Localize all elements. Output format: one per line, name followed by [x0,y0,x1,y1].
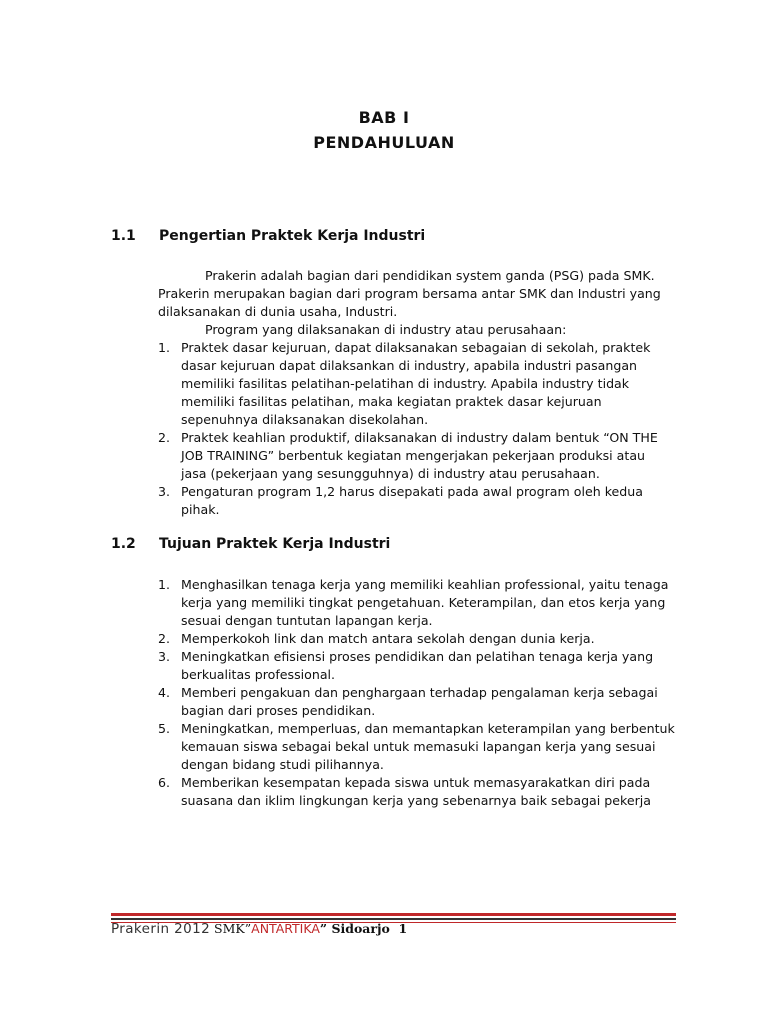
page-number: 1 [398,921,408,936]
paragraph-line: Prakerin merupakan bagian dari program bersama antar SMK dan Industri yang [158,286,661,301]
list-line: Menghasilkan tenaga kerja yang memiliki keahlian professional, yaitu tenaga [181,577,669,592]
list-line: kemauan siswa sebagai bekal untuk memasuki lapangan kerja yang sesuai [181,739,656,754]
list-line: suasana dan iklim lingkungan kerja yang sebenarnya baik sebagai pekerja [181,793,652,808]
list-line: dasar kejuruan dapat dilaksankan di industry, apabila industri pasangan [181,358,638,373]
footer-prefix: Prakerin 2012 [111,921,211,937]
list-line: kerja yang memiliki tingkat pengetahuan. Keterampilan, dan etos kerja yang [181,595,666,610]
list-line: sesuai dengan tuntutan lapangan kerja. [181,613,433,628]
list-line: Praktek dasar kejuruan, dapat dilaksanakan sebagaian di sekolah, praktek [181,340,651,355]
footer-rule [111,913,676,916]
section-2-heading [111,536,390,552]
list-number: 4. [158,685,171,700]
paragraph-line: Prakerin adalah bagian dari pendidikan system ganda (PSG) pada SMK. [205,268,655,283]
chapter-label: BAB I [358,108,410,127]
list-number: 2. [158,631,171,646]
list-number: 2. [158,430,171,445]
list-line: Memperkokoh link dan match antara sekolah dengan dunia kerja. [181,631,595,646]
list-line: memiliki fasilitas pelatihan, maka kegiatan praktek dasar kejuruan [181,394,602,409]
list-line: sepenuhnya dilaksanakan disekolahan. [181,412,429,427]
list-line: Pengaturan program 1,2 harus disepakati pada awal program oleh kedua [181,484,643,499]
list-line: Praktek keahlian produktif, dilaksanakan di industry dalam bentuk “ON THE [181,430,658,445]
list-line: Memberikan kesempatan kepada siswa untuk memasyarakatkan diri pada [181,775,651,790]
list-line: Meningkatkan efisiensi proses pendidikan dan pelatihan tenaga kerja yang [181,649,654,664]
section-number: 1.1 [111,228,136,244]
footer-school-name: ANTARTIKA [251,921,320,936]
footer-suffix: ” Sidoarjo [319,921,390,936]
list-line: JOB TRAINING” berbentuk kegiatan mengerjakan pekerjaan produksi atau [181,448,646,463]
list-line: bagian dari proses pendidikan. [181,703,376,718]
footer-rule [111,918,676,920]
list-line: Memberi pengakuan dan penghargaan terhadap pengalaman kerja sebagai [181,685,658,700]
list-number: 3. [158,484,171,499]
list-number: 3. [158,649,171,664]
footer-school: SMK” [210,921,252,936]
list-line: pihak. [181,502,220,517]
list-line: Meningkatkan, memperluas, dan memantapkan keterampilan yang berbentuk [181,721,675,736]
list-number: 1. [158,340,171,355]
paragraph-line: dilaksanakan di dunia usaha, Industri. [158,304,398,319]
section-title: Pengertian Praktek Kerja Industri [159,228,426,244]
section-1-heading [111,228,425,244]
list-line: memiliki fasilitas pelatihan-pelatihan di industry. Apabila industry tidak [181,376,630,391]
page-footer [111,921,407,937]
section-title: Tujuan Praktek Kerja Industri [159,536,391,552]
list-number: 1. [158,577,171,592]
list-line: jasa (pekerjaan yang sesungguhnya) di industry atau perusahaan. [181,466,600,481]
list-line: dengan bidang studi pilihannya. [181,757,384,772]
section-number: 1.2 [111,536,136,552]
paragraph-line: Program yang dilaksanakan di industry atau perusahaan: [205,322,567,337]
list-number: 5. [158,721,171,736]
list-line: berkualitas professional. [181,667,336,682]
list-number: 6. [158,775,171,790]
chapter-title: PENDAHULUAN [313,133,455,152]
